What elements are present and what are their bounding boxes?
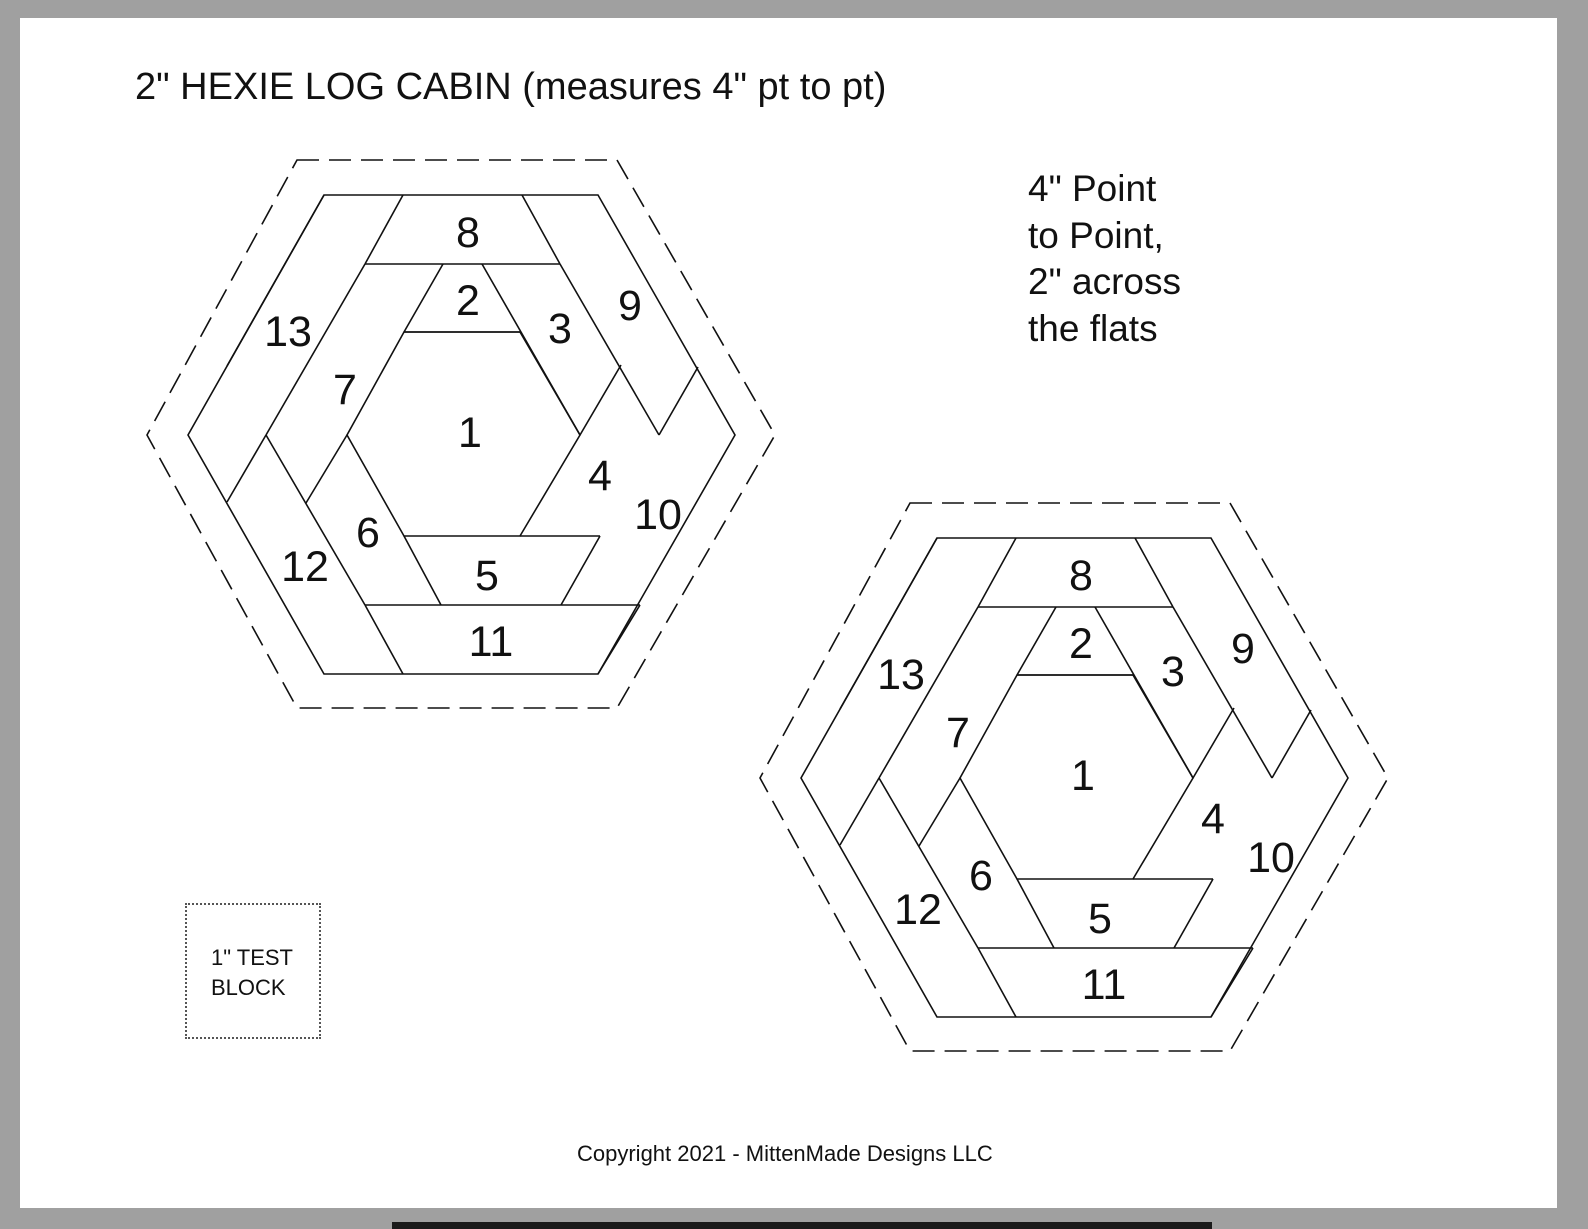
test-block-label-line: 1" TEST [211,945,293,970]
piece-label: 10 [1247,834,1295,882]
piece-label: 9 [618,282,642,330]
piece-label: 5 [1088,895,1112,943]
piece-label: 7 [333,366,357,414]
measure-note-line: to Point, [1028,214,1164,256]
piece-label: 4 [1201,795,1225,843]
piece-label: 6 [969,852,993,900]
piece-label: 1 [458,409,482,457]
piece-label: 3 [548,305,572,353]
piece-label: 2 [456,277,480,325]
piece-label: 10 [634,491,682,539]
piece-label: 13 [877,651,925,699]
piece-label: 8 [456,209,480,257]
piece-label: 8 [1069,552,1093,600]
piece-label: 7 [946,709,970,757]
piece-label: 9 [1231,625,1255,673]
block-2-numbers [877,552,1295,1009]
piece-label: 11 [468,618,514,666]
piece-label: 11 [1081,961,1127,1009]
piece-label: 6 [356,509,380,557]
piece-label: 2 [1069,620,1093,668]
piece-label: 5 [475,552,499,600]
piece-label: 12 [894,886,942,934]
test-block-label-line: BLOCK [211,975,286,1000]
measure-note-line: 4" Point [1028,168,1157,209]
measure-note-line: the flats [1028,307,1158,349]
piece-label: 4 [588,452,612,500]
block-1-numbers [264,209,682,666]
piece-label: 13 [264,308,312,356]
piece-label: 3 [1161,648,1185,696]
piece-label: 12 [281,543,329,591]
page-title: 2" HEXIE LOG CABIN (measures 4" pt to pt) [135,66,887,108]
piece-label: 1 [1071,752,1095,800]
copyright-notice: Copyright 2021 - MittenMade Designs LLC [577,1141,993,1166]
measure-note-line: 2" across [1028,261,1181,302]
